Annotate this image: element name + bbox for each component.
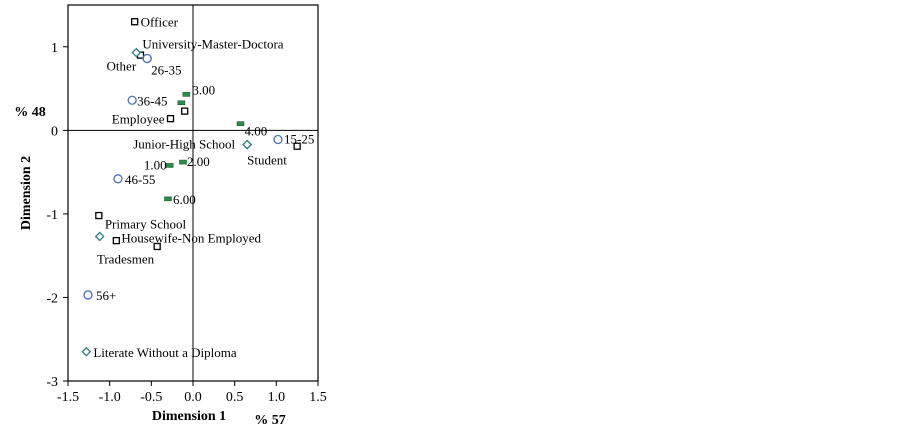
point-label: 56+ [96,287,117,303]
data-point-diamond [82,348,90,356]
x-tick-label: -1.5 [56,390,80,405]
point-label: 3.00 [192,82,216,98]
y-tick-label: -1 [46,207,58,223]
point-label: Primary School [104,216,187,232]
point-label: Literate Without a Diploma [93,344,237,360]
point-label: Officer [140,14,178,30]
y-axis-title: Dimension 2 [19,155,34,231]
point-label: 2.00 [187,154,210,170]
data-point-square [96,213,102,219]
x-tick-label: 0.5 [225,390,244,405]
data-point-diamond [96,232,104,240]
x-axis-percent: % 57 [254,413,286,428]
point-label: Junior-High School [133,136,236,152]
y-axis-percent: % 48 [14,105,46,120]
point-label: Tradesmen [96,251,155,267]
data-point-square [113,238,119,244]
data-point-filled-square [237,122,244,126]
x-tick-label: -0.5 [140,390,163,405]
data-point-filled-square [166,163,173,167]
y-tick-label: 0 [51,124,58,140]
point-label: 6.00 [173,191,196,207]
data-point-filled-square [178,101,185,105]
point-label: 4.00 [244,123,268,139]
data-point-filled-square [183,92,190,96]
point-label: 15-25 [284,131,315,147]
point-label: Other [106,58,137,74]
data-point-circle [114,175,122,183]
y-tick-label: -2 [46,291,58,307]
data-point-square [168,116,174,122]
data-point-square [132,19,138,25]
data-point-circle [143,54,151,62]
point-label: 36-45 [137,93,168,109]
data-point-circle [128,96,136,104]
y-tick-label: 1 [51,40,58,56]
point-label: Student [247,152,287,168]
point-label: Housewife-Non Employed [121,230,262,246]
data-point-diamond [243,141,251,149]
x-tick-label: 1.0 [267,390,286,405]
x-axis-title: Dimension 1 [151,409,227,424]
x-tick-label: 1.5 [309,390,327,405]
data-point-circle [274,136,282,144]
data-point-circle [84,291,92,299]
point-label: 26-35 [151,62,182,78]
x-tick-label: 0.0 [184,390,202,405]
data-point-filled-square [180,160,187,164]
y-tick-label: -3 [46,375,58,390]
point-label: University-Master-Doctora [142,36,284,52]
point-label: 46-55 [125,171,156,187]
data-point-filled-square [165,197,172,201]
x-tick-label: -1.0 [98,390,121,405]
point-label: 1.00 [143,157,167,173]
data-point-square [182,108,188,114]
point-label: Employee [111,111,165,127]
